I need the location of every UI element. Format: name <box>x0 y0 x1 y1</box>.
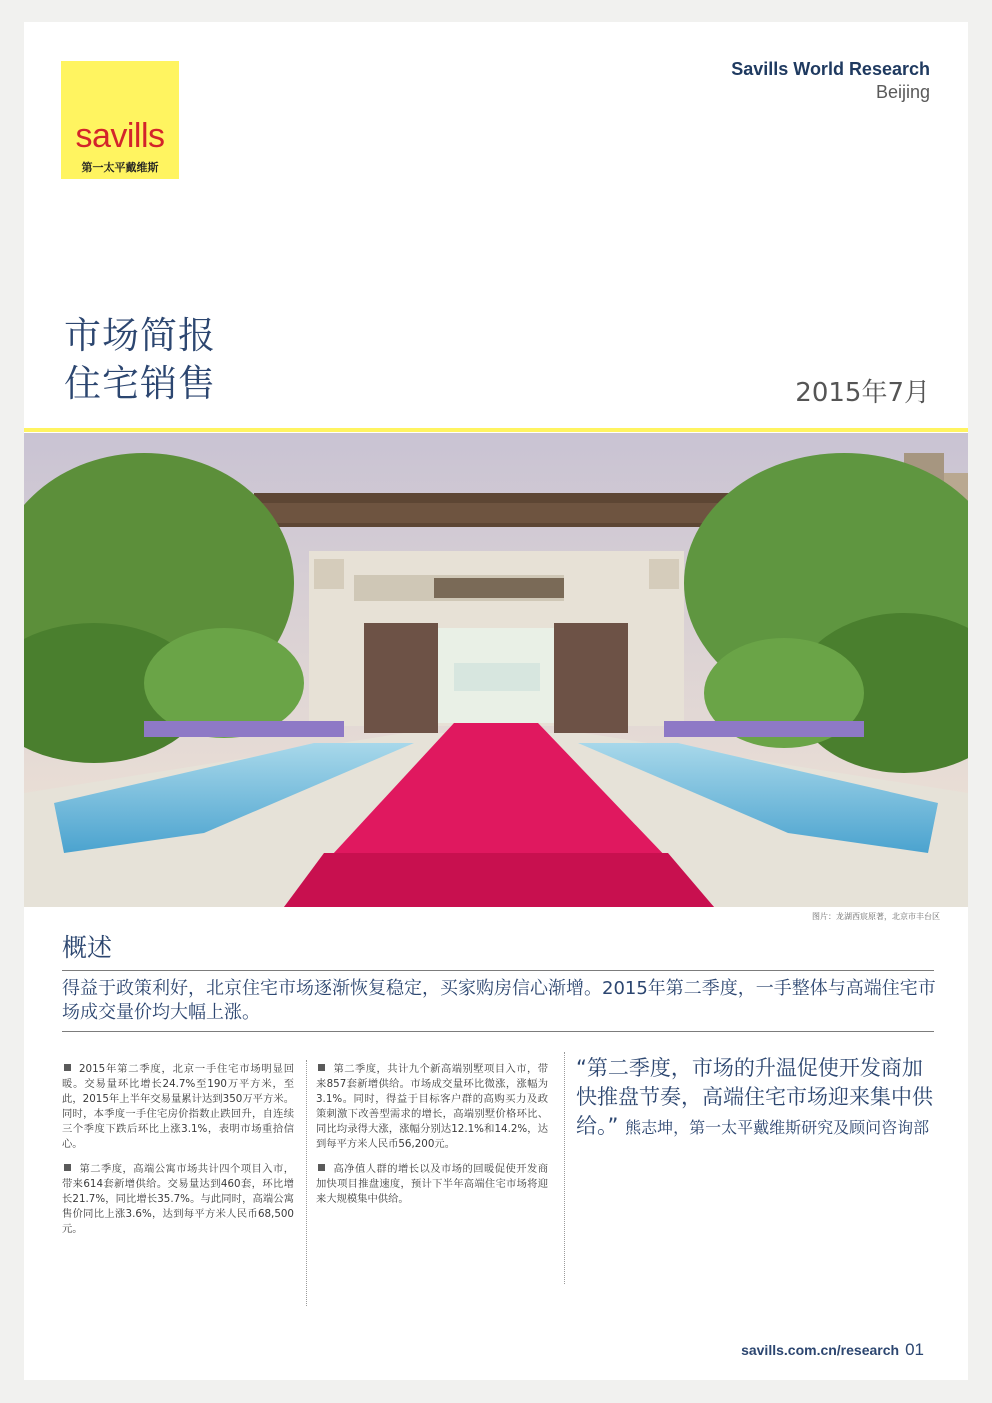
header-city: Beijing <box>875 82 930 102</box>
bullet-icon <box>318 1164 325 1171</box>
quote-text: “第二季度，市场的升温促使开发商加快推盘节奏，高端住宅市场迎来集中供给。” <box>576 1056 933 1138</box>
paragraph <box>62 1062 294 1152</box>
photo-caption: 图片：龙湖西宸原著，北京市丰台区 <box>812 912 940 921</box>
page-title <box>64 312 216 408</box>
paragraph-text: 2015年第二季度，北京一手住宅市场明显回暖。交易量环比增长24.7%至190万平方米，至此，2015年上半年交易量累计达到350万平方米。同时，本季度一手住宅房价指数止跌回升，自连续三个季度下跌后环比上涨3.1%，表明市场重拾信心。 <box>62 1063 294 1150</box>
title-line-1: 市场简报 <box>64 314 216 357</box>
paragraph <box>316 1062 548 1152</box>
bullet-icon <box>318 1064 325 1071</box>
paragraph-text: 第二季度，高端公寓市场共计四个项目入市，带来614套新增供给。交易量达到460套，环比增长21.7%，同比增长35.7%。与此同时，高端公寓售价同比上涨3.6%，达到每平方米人民币68,500元。 <box>62 1163 294 1235</box>
page <box>24 22 968 1380</box>
column-divider <box>306 1060 307 1306</box>
footer <box>741 1340 924 1360</box>
title-line-2: 住宅销售 <box>64 362 216 405</box>
column-2 <box>316 1062 548 1217</box>
paragraph <box>316 1162 548 1207</box>
paragraph-text: 高净值人群的增长以及市场的回暖促使开发商加快项目推盘速度，预计下半年高端住宅市场将迎来大规模集中供给。 <box>316 1163 548 1205</box>
quote-attribution: 熊志坤，第一太平戴维斯研究及顾问咨询部 <box>625 1118 930 1137</box>
bullet-icon <box>64 1164 71 1171</box>
paragraph-text: 第二季度，共计九个新高端别墅项目入市，带来857套新增供给。市场成交量环比微涨，涨幅为3.1%。同时，得益于目标客户群的高购买力及政策刺激下改善型需求的增长，高端别墅价格环比、同比均录得大涨，涨幅分别达12.1%和14.2%，达到每平方米人民币56,200元。 <box>316 1063 548 1150</box>
logo-brand: savills <box>75 117 165 155</box>
cover-photo-illustration <box>24 433 968 907</box>
header-title: Savills World Research <box>731 59 930 79</box>
paragraph <box>62 1162 294 1237</box>
bullet-icon <box>64 1064 71 1071</box>
footer-link[interactable]: savills.com.cn/research <box>741 1342 900 1358</box>
overview-text: 得益于政策利好，北京住宅市场逐渐恢复稳定，买家购房信心渐增。2015年第二季度，一手整体与高端住宅市场成交量价均大幅上涨。 <box>62 978 936 1023</box>
quote-divider <box>564 1052 565 1284</box>
report-date: 2015年7月 <box>795 378 930 408</box>
pull-quote <box>576 1054 936 1142</box>
column-1 <box>62 1062 294 1247</box>
savills-logo[interactable] <box>61 61 179 179</box>
overview-bottom-rule <box>62 1031 934 1032</box>
page-number: 01 <box>905 1340 924 1359</box>
cover-photo <box>24 433 968 907</box>
overview-heading: 概述 <box>62 933 113 962</box>
yellow-divider <box>24 428 968 432</box>
overview-top-rule <box>62 970 934 971</box>
logo-subtitle: 第一太平戴维斯 <box>81 161 159 174</box>
